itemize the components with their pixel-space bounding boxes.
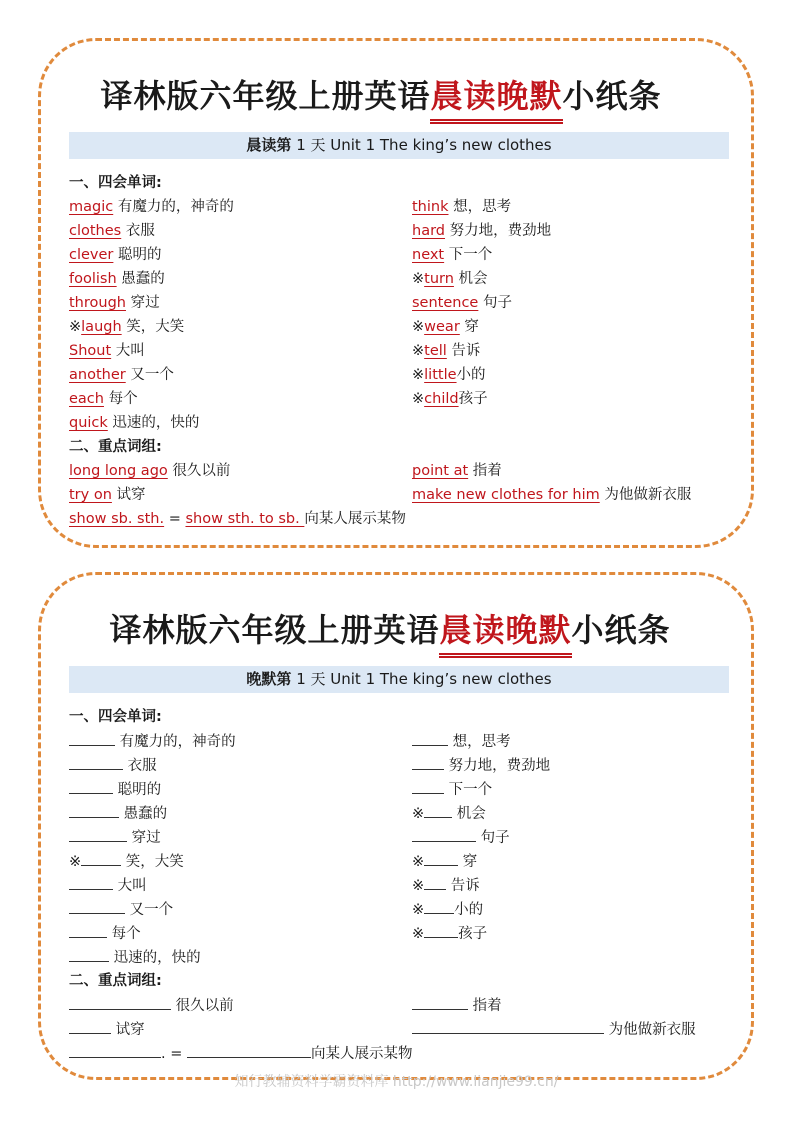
answer-blank[interactable] [69,779,113,794]
answer-blank[interactable] [412,827,476,842]
blank-row: 努力地，费劲地 [412,755,550,776]
blank-row: ※ 小的 [412,899,483,920]
blank-row: 衣服 [69,755,157,776]
card-title: 译林版六年级上册英语晨读晚默小纸条 [11,71,751,117]
word-row: hard 努力地，费劲地 [412,223,552,239]
answer-blank[interactable] [424,851,458,866]
word-row: through 穿过 [69,295,160,311]
word-row: magic 有魔力的，神奇的 [69,199,234,215]
answer-blank[interactable] [69,827,127,842]
answer-blank[interactable] [81,851,121,866]
section-words-heading: 一、四会单词: [69,175,162,191]
blank-row: ※ 笑，大笑 [69,851,184,872]
answer-blank[interactable] [412,731,448,746]
answer-blank[interactable] [69,947,109,962]
blank-row: 下一个 [412,779,492,800]
evening-card [38,572,754,1080]
blank-row: ※ 孩子 [412,923,487,944]
blank-row: ※ 机会 [412,803,486,824]
section-words-heading: 一、四会单词: [69,709,162,725]
blank-row: . = 向某人展示某物 [69,1043,412,1064]
phrase-row: try on 试穿 [69,487,146,503]
answer-blank[interactable] [69,1019,111,1034]
word-row: quick 迅速的，快的 [69,415,200,431]
blank-row: 句子 [412,827,510,848]
answer-blank[interactable] [424,803,452,818]
answer-blank[interactable] [412,755,444,770]
blank-row: 迅速的，快的 [69,947,201,968]
answer-blank[interactable] [187,1043,311,1058]
blank-row: 大叫 [69,875,147,896]
card-title: 译林版六年级上册英语晨读晚默小纸条 [29,605,751,651]
blank-row: 试穿 [69,1019,145,1040]
phrase-row: make new clothes for him 为他做新衣服 [412,487,692,503]
blank-row: ※ 告诉 [412,875,480,896]
answer-blank[interactable] [69,899,125,914]
answer-blank[interactable] [69,1043,161,1058]
blank-row: 为他做新衣服 [412,1019,696,1040]
answer-blank[interactable] [424,875,446,890]
word-row: ※little小的 [412,367,486,383]
word-row: each 每个 [69,391,138,407]
title-highlight: 晨读晚默 [430,71,562,117]
word-row: ※child孩子 [412,391,488,407]
word-row: ※wear 穿 [412,319,479,335]
blank-row: 穿过 [69,827,161,848]
answer-blank[interactable] [424,923,458,938]
answer-blank[interactable] [69,731,115,746]
phrase-row: show sb. sth. = show sth. to sb. 向某人展示某物 [69,511,406,527]
answer-blank[interactable] [69,803,119,818]
day-banner: 晨读第 1 天 Unit 1 The king’s new clothes [69,132,729,159]
word-row: ※turn 机会 [412,271,488,287]
answer-blank[interactable] [412,995,468,1010]
blank-row: 很久以前 [69,995,234,1016]
blank-row: 聪明的 [69,779,161,800]
word-row: ※laugh 笑，大笑 [69,319,185,335]
title-highlight: 晨读晚默 [439,605,571,651]
answer-blank[interactable] [69,755,123,770]
word-row: clothes 衣服 [69,223,155,239]
blank-row: 又一个 [69,899,173,920]
answer-blank[interactable] [424,899,454,914]
footer-watermark: 知行教辅资料学霸资料库 http://www.lianjie99.cn/ [234,1074,559,1090]
word-row: another 又一个 [69,367,174,383]
phrase-row: point at 指着 [412,463,502,479]
answer-blank[interactable] [69,995,171,1010]
answer-blank[interactable] [69,923,107,938]
section-phrases-heading: 二、重点词组: [69,439,162,455]
word-row: Shout 大叫 [69,343,145,359]
phrase-row: long long ago 很久以前 [69,463,231,479]
day-banner: 晚默第 1 天 Unit 1 The king’s new clothes [69,666,729,693]
blank-row: 指着 [412,995,502,1016]
blank-row: 想，思考 [412,731,511,752]
blank-row: 愚蠢的 [69,803,167,824]
blank-row: 每个 [69,923,141,944]
word-row: clever 聪明的 [69,247,162,263]
word-row: sentence 句子 [412,295,512,311]
answer-blank[interactable] [412,779,444,794]
word-row: foolish 愚蠢的 [69,271,165,287]
answer-blank[interactable] [412,1019,604,1034]
section-phrases-heading: 二、重点词组: [69,973,162,989]
answer-blank[interactable] [69,875,113,890]
word-row: next 下一个 [412,247,493,263]
blank-row: ※ 穿 [412,851,477,872]
word-row: think 想，思考 [412,199,512,215]
word-row: ※tell 告诉 [412,343,481,359]
morning-card [38,38,754,548]
blank-row: 有魔力的，神奇的 [69,731,236,752]
